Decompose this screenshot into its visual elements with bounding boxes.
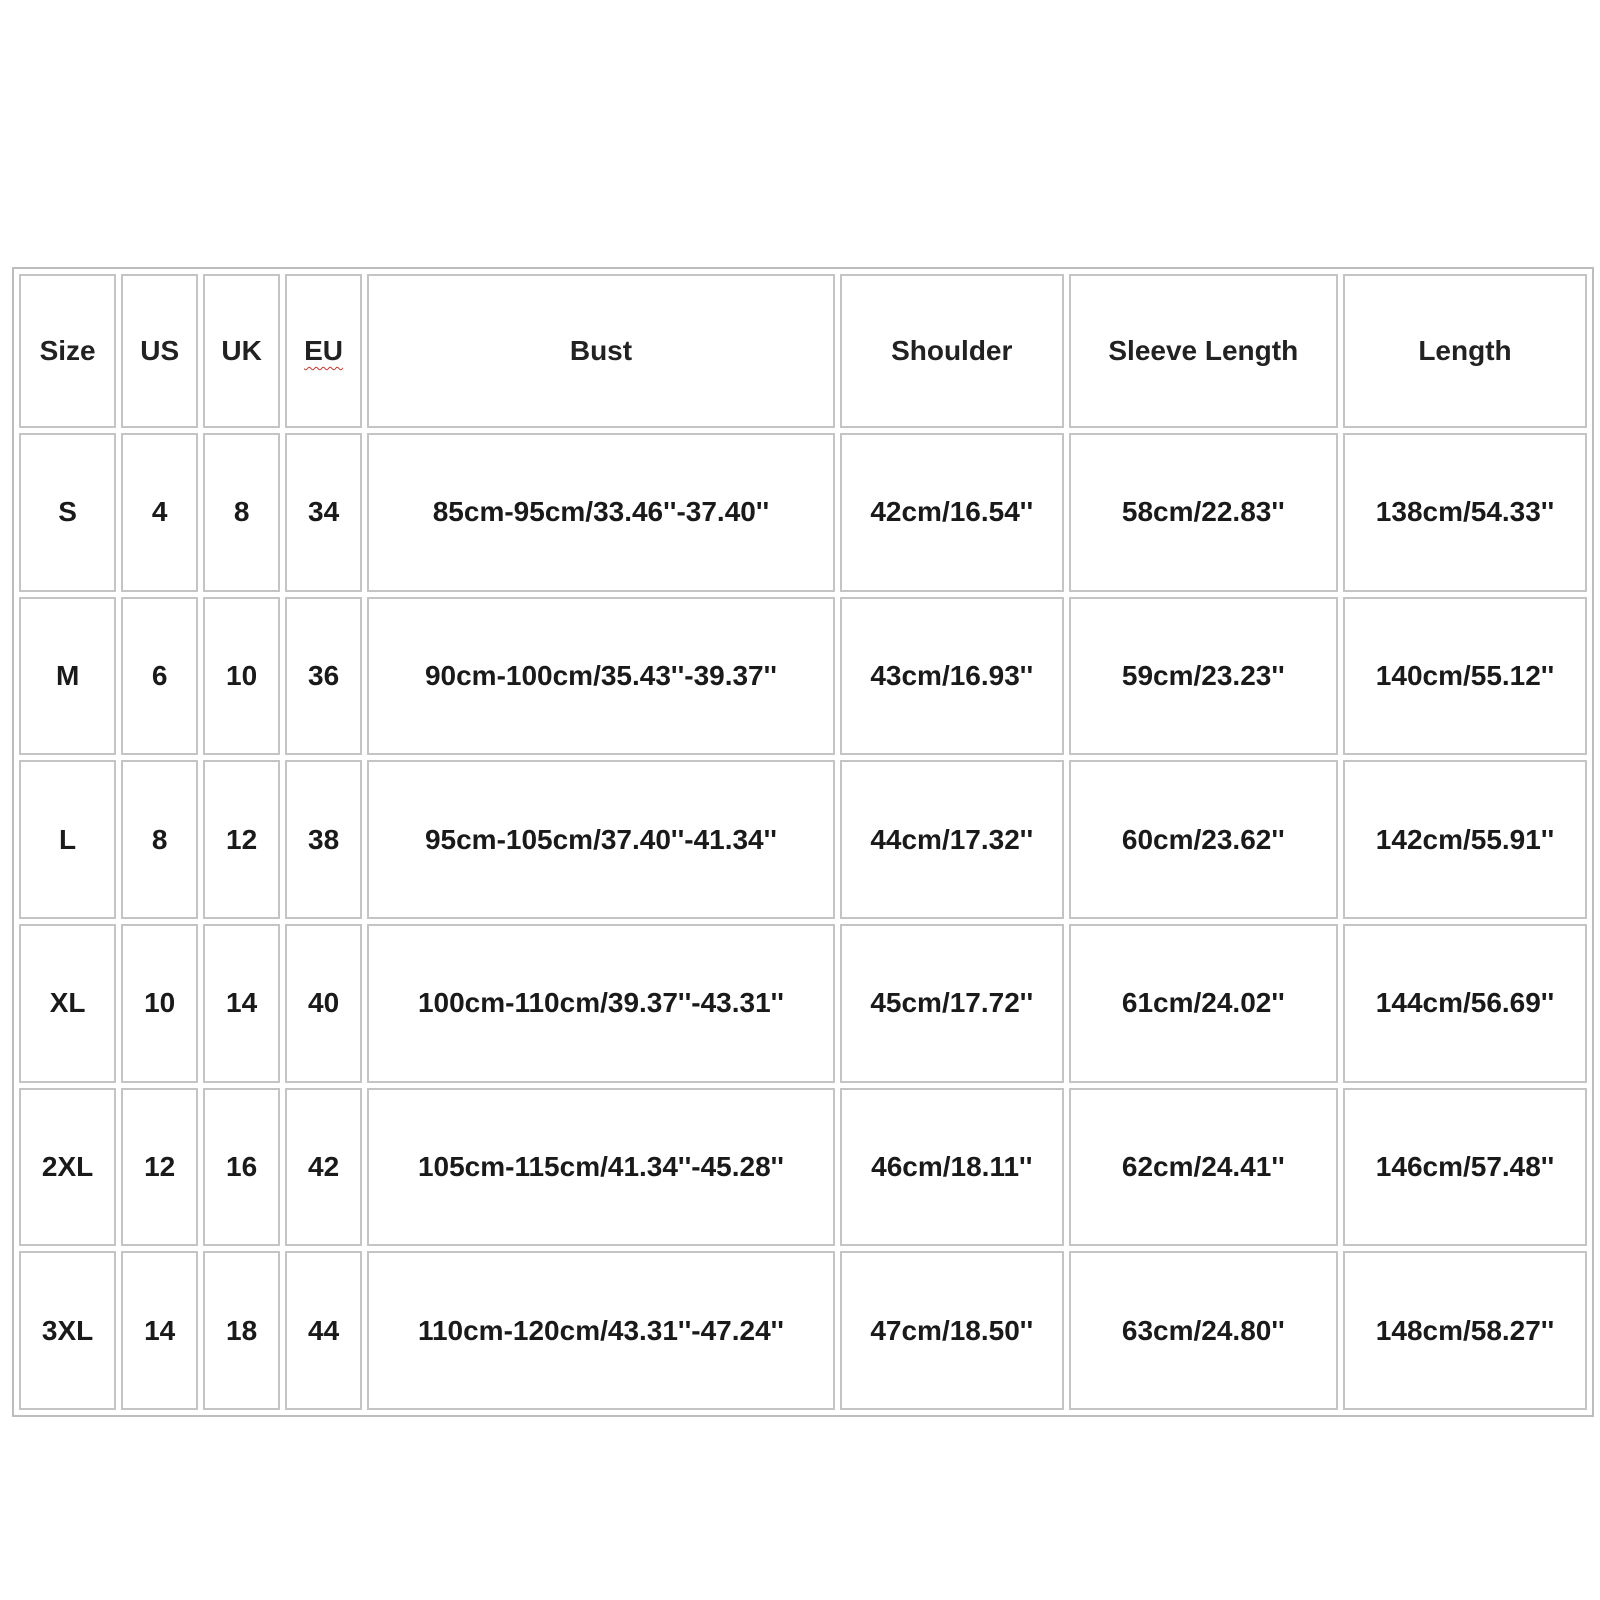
cell-length: 148cm/58.27'' — [1343, 1251, 1587, 1410]
table-row — [19, 1088, 1587, 1247]
cell-size: 2XL — [19, 1088, 116, 1247]
cell-eu: 34 — [285, 433, 362, 592]
cell-uk: 16 — [203, 1088, 280, 1247]
cell-uk: 14 — [203, 924, 280, 1083]
cell-eu: 36 — [285, 597, 362, 756]
cell-bust: 110cm-120cm/43.31''-47.24'' — [367, 1251, 835, 1410]
cell-eu: 40 — [285, 924, 362, 1083]
cell-bust: 100cm-110cm/39.37''-43.31'' — [367, 924, 835, 1083]
cell-uk: 12 — [203, 760, 280, 919]
cell-sleeve-length: 63cm/24.80'' — [1069, 1251, 1338, 1410]
cell-length: 138cm/54.33'' — [1343, 433, 1587, 592]
cell-bust: 95cm-105cm/37.40''-41.34'' — [367, 760, 835, 919]
cell-bust: 105cm-115cm/41.34''-45.28'' — [367, 1088, 835, 1247]
header-length: Length — [1343, 274, 1587, 428]
header-bust: Bust — [367, 274, 835, 428]
header-size: Size — [19, 274, 116, 428]
cell-shoulder: 44cm/17.32'' — [840, 760, 1064, 919]
table-row — [19, 760, 1587, 919]
cell-shoulder: 47cm/18.50'' — [840, 1251, 1064, 1410]
header-us: US — [121, 274, 198, 428]
table-row — [19, 924, 1587, 1083]
cell-bust: 90cm-100cm/35.43''-39.37'' — [367, 597, 835, 756]
cell-sleeve-length: 58cm/22.83'' — [1069, 433, 1338, 592]
cell-shoulder: 46cm/18.11'' — [840, 1088, 1064, 1247]
table-row — [19, 1251, 1587, 1410]
cell-sleeve-length: 60cm/23.62'' — [1069, 760, 1338, 919]
cell-uk: 8 — [203, 433, 280, 592]
header-eu-label: EU — [304, 335, 344, 366]
cell-eu: 38 — [285, 760, 362, 919]
cell-us: 12 — [121, 1088, 198, 1247]
table-row — [19, 433, 1587, 592]
cell-size: XL — [19, 924, 116, 1083]
header-shoulder: Shoulder — [840, 274, 1064, 428]
cell-length: 140cm/55.12'' — [1343, 597, 1587, 756]
cell-uk: 18 — [203, 1251, 280, 1410]
table-row — [19, 597, 1587, 756]
header-sleeve-length: Sleeve Length — [1069, 274, 1338, 428]
cell-us: 4 — [121, 433, 198, 592]
cell-sleeve-length: 61cm/24.02'' — [1069, 924, 1338, 1083]
size-chart-table — [12, 267, 1594, 1417]
header-uk: UK — [203, 274, 280, 428]
cell-uk: 10 — [203, 597, 280, 756]
cell-size: L — [19, 760, 116, 919]
cell-us: 14 — [121, 1251, 198, 1410]
cell-eu: 42 — [285, 1088, 362, 1247]
cell-length: 142cm/55.91'' — [1343, 760, 1587, 919]
cell-sleeve-length: 59cm/23.23'' — [1069, 597, 1338, 756]
cell-length: 146cm/57.48'' — [1343, 1088, 1587, 1247]
cell-us: 10 — [121, 924, 198, 1083]
cell-shoulder: 42cm/16.54'' — [840, 433, 1064, 592]
header-row — [19, 274, 1587, 428]
cell-size: S — [19, 433, 116, 592]
cell-us: 6 — [121, 597, 198, 756]
cell-eu: 44 — [285, 1251, 362, 1410]
cell-us: 8 — [121, 760, 198, 919]
header-eu — [285, 274, 362, 428]
cell-sleeve-length: 62cm/24.41'' — [1069, 1088, 1338, 1247]
cell-shoulder: 43cm/16.93'' — [840, 597, 1064, 756]
cell-length: 144cm/56.69'' — [1343, 924, 1587, 1083]
cell-size: 3XL — [19, 1251, 116, 1410]
cell-size: M — [19, 597, 116, 756]
cell-shoulder: 45cm/17.72'' — [840, 924, 1064, 1083]
cell-bust: 85cm-95cm/33.46''-37.40'' — [367, 433, 835, 592]
